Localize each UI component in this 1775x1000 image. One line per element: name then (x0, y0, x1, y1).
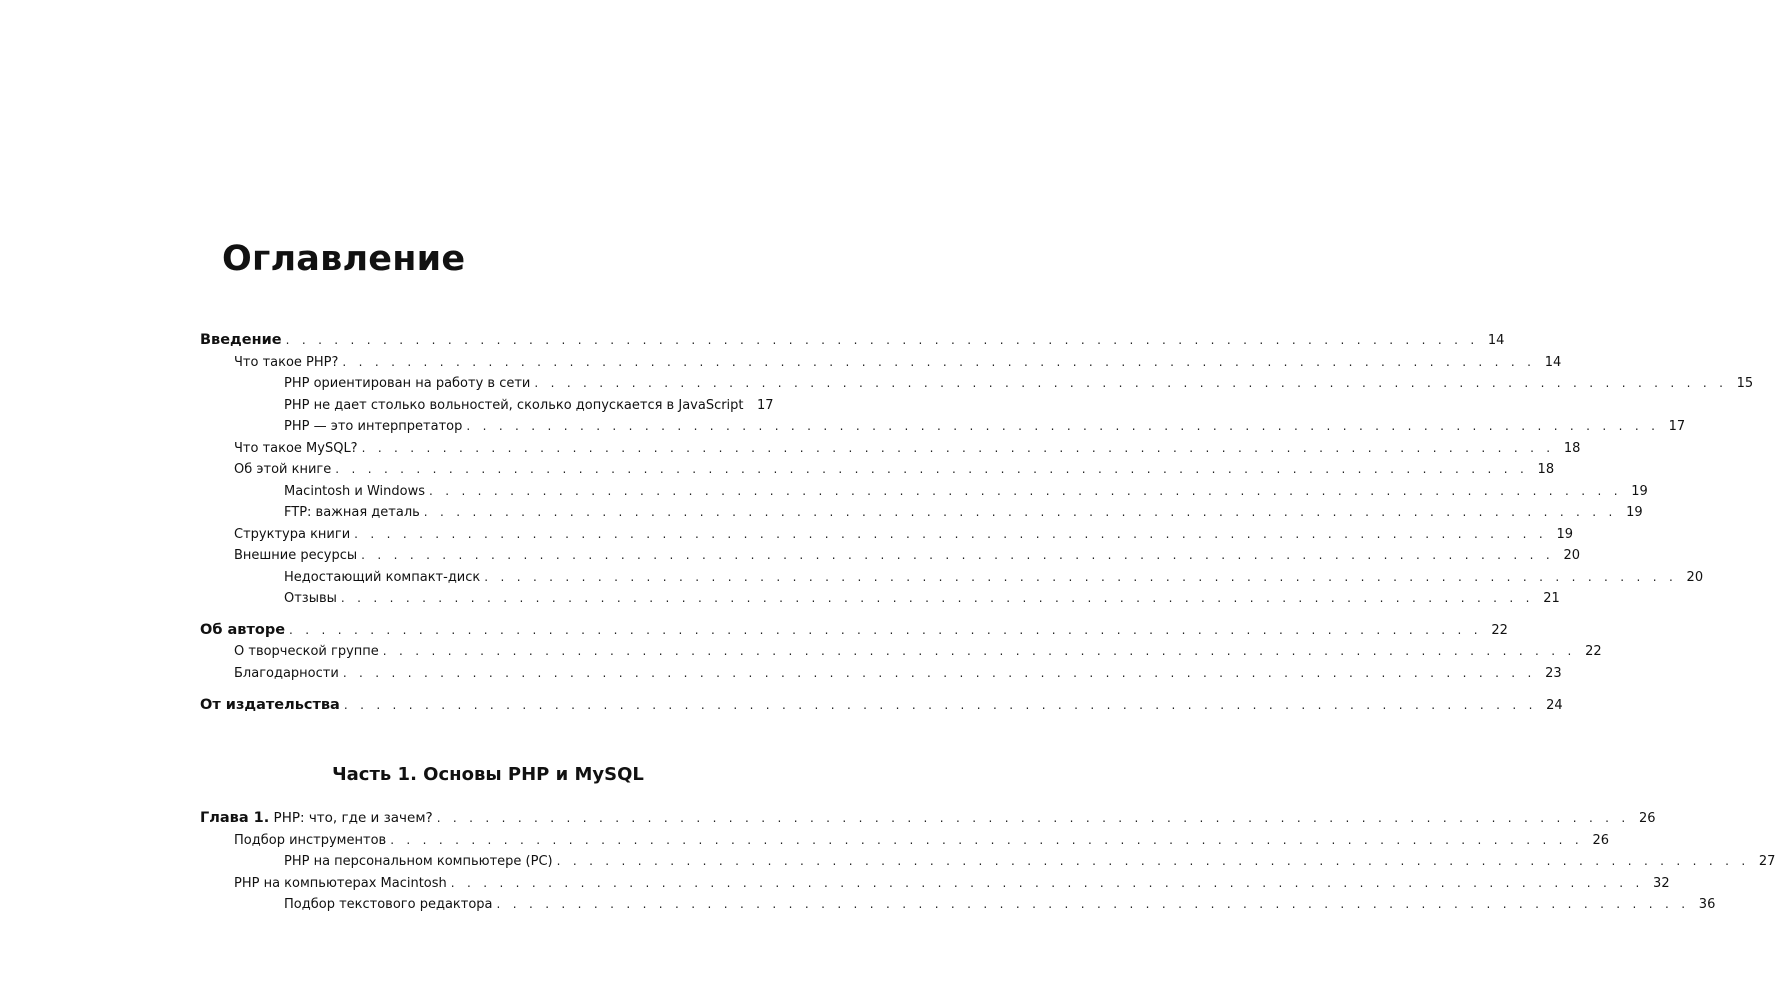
leader-dots: . . . . . . . . . . . . . . . . . . . . . . . . . . . . . . . . . . . . . . . . . . . . . . . . . . . . . . . . . . . . . . . . . . . . . . . . . . (436, 811, 1630, 825)
toc-entry-title: PHP — это интерпретатор (284, 419, 463, 434)
leader-dots: . . . . . . . . . . . . . . . . . . . . . . . . . . . . . . . . . . . . . . . . . . . . . . . . . . . . . . . . . . . . . . . . . . . . . . . . . . (342, 666, 1536, 680)
leader-dots: . . . . . . . . . . . . . . . . . . . . . . . . . . . . . . . . . . . . . . . . . . . . . . . . . . . . . . . . . . . . . . . . . . . . . . . . . . (382, 644, 1576, 658)
page-number: 14 (1544, 355, 1562, 370)
page-title: Оглавление (222, 239, 466, 279)
leader-dots: . . . . . . . . . . . . . . . . . . . . . . . . . . . . . . . . . . . . . . . . . . . . . . . . . . . . . . . . . . . . . . . . . . . . . . . . . . (390, 833, 1584, 847)
page-number: 26 (1592, 833, 1610, 848)
leader-dots: . . . . . . . . . . . . . . . . . . . . . . . . . . . . . . . . . . . . . . . . . . . . . . . . . . . . . . . . . . . . . . . . . . . . . . . . . . (335, 462, 1529, 476)
leader-dots: . . . . . . . . . . . . . . . . . . . . . . . . . . . . . . . . . . . . . . . . . . . . . . . . . . . . . . . . . . . . . . . . . . . . . . . . . . (285, 333, 1479, 347)
page-number: 20 (1686, 570, 1704, 585)
toc-entry-title: Об авторе (200, 622, 286, 638)
toc-entry-title: Об этой книге (234, 462, 332, 477)
toc-entry-title: PHP ориентирован на работу в сети (284, 376, 531, 391)
page-number: 18 (1563, 441, 1581, 456)
page-number: 19 (1626, 505, 1643, 520)
page-number: 21 (1543, 591, 1560, 606)
toc-entry (234, 524, 1573, 545)
leader-dots: . . . . . . . . . . . . . . . . . . . . . . . . . . . . . . . . . . . . . . . . . . . . . . . . . . . . . . . . . . . . . . . . . . . . . . . . . . (343, 698, 1537, 712)
page-number: 27 (1758, 854, 1775, 869)
toc-entry-about-author (200, 620, 1508, 641)
toc-entry (234, 663, 1562, 684)
toc-entry-title: Недостающий компакт-диск (284, 570, 481, 585)
toc-entry-title: Подбор текстового редактора (284, 897, 493, 912)
page-number: 17 (756, 398, 774, 413)
toc-entry (234, 545, 1580, 566)
toc-entry-title: Отзывы (284, 591, 337, 606)
toc-entry (234, 459, 1555, 480)
leader-dots: . . . . . . . . . . . . . . . . . . . . . . . . . . . . . . . . . . . . . . . . . . . . . . . . . . . . . . . . . . . . . . . . . . . . . . . . . . (423, 505, 1617, 519)
toc-entry-title: Что такое MySQL? (234, 441, 358, 456)
toc-entry (284, 481, 1648, 502)
toc-entry-title: Благодарности (234, 666, 339, 681)
toc-entry-from-publisher (200, 695, 1563, 716)
toc-entry-title: Подбор инструментов (234, 833, 387, 848)
toc-entry (234, 641, 1602, 662)
page-number: 15 (1736, 376, 1754, 391)
page-number: 26 (1638, 811, 1656, 826)
toc-entry-title: PHP на персональном компьютере (PC) (284, 854, 553, 869)
toc-entry-title: Внешние ресурсы (234, 548, 358, 563)
leader-dots: . . . . . . . . . . . . . . . . . . . . . . . . . . . . . . . . . . . . . . . . . . . . . . . . . . . . . . . . . . . . . . . . . . . . . . . . . . (340, 591, 1534, 605)
toc-entry-title: FTP: важная деталь (284, 505, 420, 520)
toc-entry-title: Что такое PHP? (234, 355, 339, 370)
toc-entry (284, 502, 1643, 523)
toc-entry (234, 873, 1670, 894)
leader-dots: . . . . . . . . . . . . . . . . . . . . . . . . . . . . . . . . . . . . . . . . . . . . . . . . . . . . . . . . . . . . . . . . . . . . . . . . . . (484, 570, 1678, 584)
leader-dots: . . . . . . . . . . . . . . . . . . . . . . . . . . . . . . . . . . . . . . . . . . . . . . . . . . . . . . . . . . . . . . . . . . . . . . . . . . (496, 897, 1690, 911)
leader-dots: . . . . . . . . . . . . . . . . . . . . . . . . . . . . . . . . . . . . . . . . . . . . . . . . . . . . . . . . . . . . . . . . . . . . . . . . . . (450, 876, 1644, 890)
chapter-number: Глава 1. (200, 810, 270, 826)
leader-dots: . . . . . . . . . . . . . . . . . . . . . . . . . . . . . . . . . . . . . . . . . . . . . . . . . . . . . . . . . . . . . . . . . . . . . . . . . . (361, 441, 1555, 455)
toc-entry-title: PHP на компьютерах Macintosh (234, 876, 447, 891)
toc-entry (234, 438, 1581, 459)
toc-entry (284, 588, 1560, 609)
toc-entry-title: Введение (200, 332, 282, 348)
page-number: 17 (1668, 419, 1686, 434)
toc-entry-title: PHP не дает столько вольностей, сколько допускается в JavaScript (284, 398, 744, 413)
toc-entry (284, 851, 1775, 872)
leader-dots: . . . . . . . . . . . . . . . . . . . . . . . . . . . . . . . . . . . . . . . . . . . . . . . . . . . . . . . . . . . . . . . . . . . . . . . . . . (556, 854, 1750, 868)
toc-entry-title: PHP: что, где и зачем? (269, 810, 433, 826)
part-title: Часть 1. Основы PHP и MySQL (332, 764, 644, 785)
toc-entry-title: Macintosh и Windows (284, 484, 425, 499)
page-number: 14 (1487, 333, 1505, 348)
page-number: 22 (1491, 623, 1508, 638)
toc-entry-title: О творческой группе (234, 644, 379, 659)
page-number: 19 (1631, 484, 1648, 499)
page-number: 32 (1653, 876, 1670, 891)
toc-entry (284, 894, 1716, 915)
toc-entry (234, 352, 1562, 373)
leader-dots: . . . . . . . . . . . . . . . . . . . . . . . . . . . . . . . . . . . . . . . . . . . . . . . . . . . . . . . . . . . . . . . . . . . . . . . . . . (466, 419, 1660, 433)
page-number: 22 (1585, 644, 1602, 659)
toc-entry (284, 416, 1686, 437)
toc-entry-chapter-1 (200, 808, 1656, 829)
leader-dots: . . . . . . . . . . . . . . . . . . . . . . . . . . . . . . . . . . . . . . . . . . . . . . . . . . . . . . . . . . . . . . . . . . . . . . . . . . (361, 548, 1554, 562)
page-number: 18 (1537, 462, 1555, 477)
page-number: 19 (1556, 527, 1573, 542)
toc-entry-title: Структура книги (234, 527, 351, 542)
toc-entry (284, 395, 772, 416)
toc-entry-introduction (200, 330, 1505, 351)
leader-dots: . . . . . . . . . . . . . . . . . . . . . . . . . . . . . . . . . . . . . . . . . . . . . . . . . . . . . . . . . . . . . . . . . . . . . . . . . . (534, 376, 1728, 390)
leader-dots: . . . . . . . . . . . . . . . . . . . . . . . . . . . . . . . . . . . . . . . . . . . . . . . . . . . . . . . . . . . . . . . . . . . . . . . . . . (289, 623, 1482, 637)
leader-dots: . . . . . . . . . . . . . . . . . . . . . . . . . . . . . . . . . . . . . . . . . . . . . . . . . . . . . . . . . . . . . . . . . . . . . . . . . . (429, 484, 1622, 498)
page-number: 36 (1698, 897, 1716, 912)
toc-entry (284, 373, 1754, 394)
page-number: 20 (1563, 548, 1580, 563)
toc-entry (284, 567, 1704, 588)
page-number: 23 (1545, 666, 1562, 681)
leader-dots: . . . . . . . . . . . . . . . . . . . . . . . . . . . . . . . . . . . . . . . . . . . . . . . . . . . . . . . . . . . . . . . . . . . . . . . . . . (354, 527, 1547, 541)
toc-entry (234, 830, 1610, 851)
leader-dots: . . . . . . . . . . . . . . . . . . . . . . . . . . . . . . . . . . . . . . . . . . . . . . . . . . . . . . . . . . . . . . . . . . . . . . . . . . (342, 355, 1536, 369)
toc-entry-title: От издательства (200, 697, 340, 713)
page-number: 24 (1546, 698, 1563, 713)
